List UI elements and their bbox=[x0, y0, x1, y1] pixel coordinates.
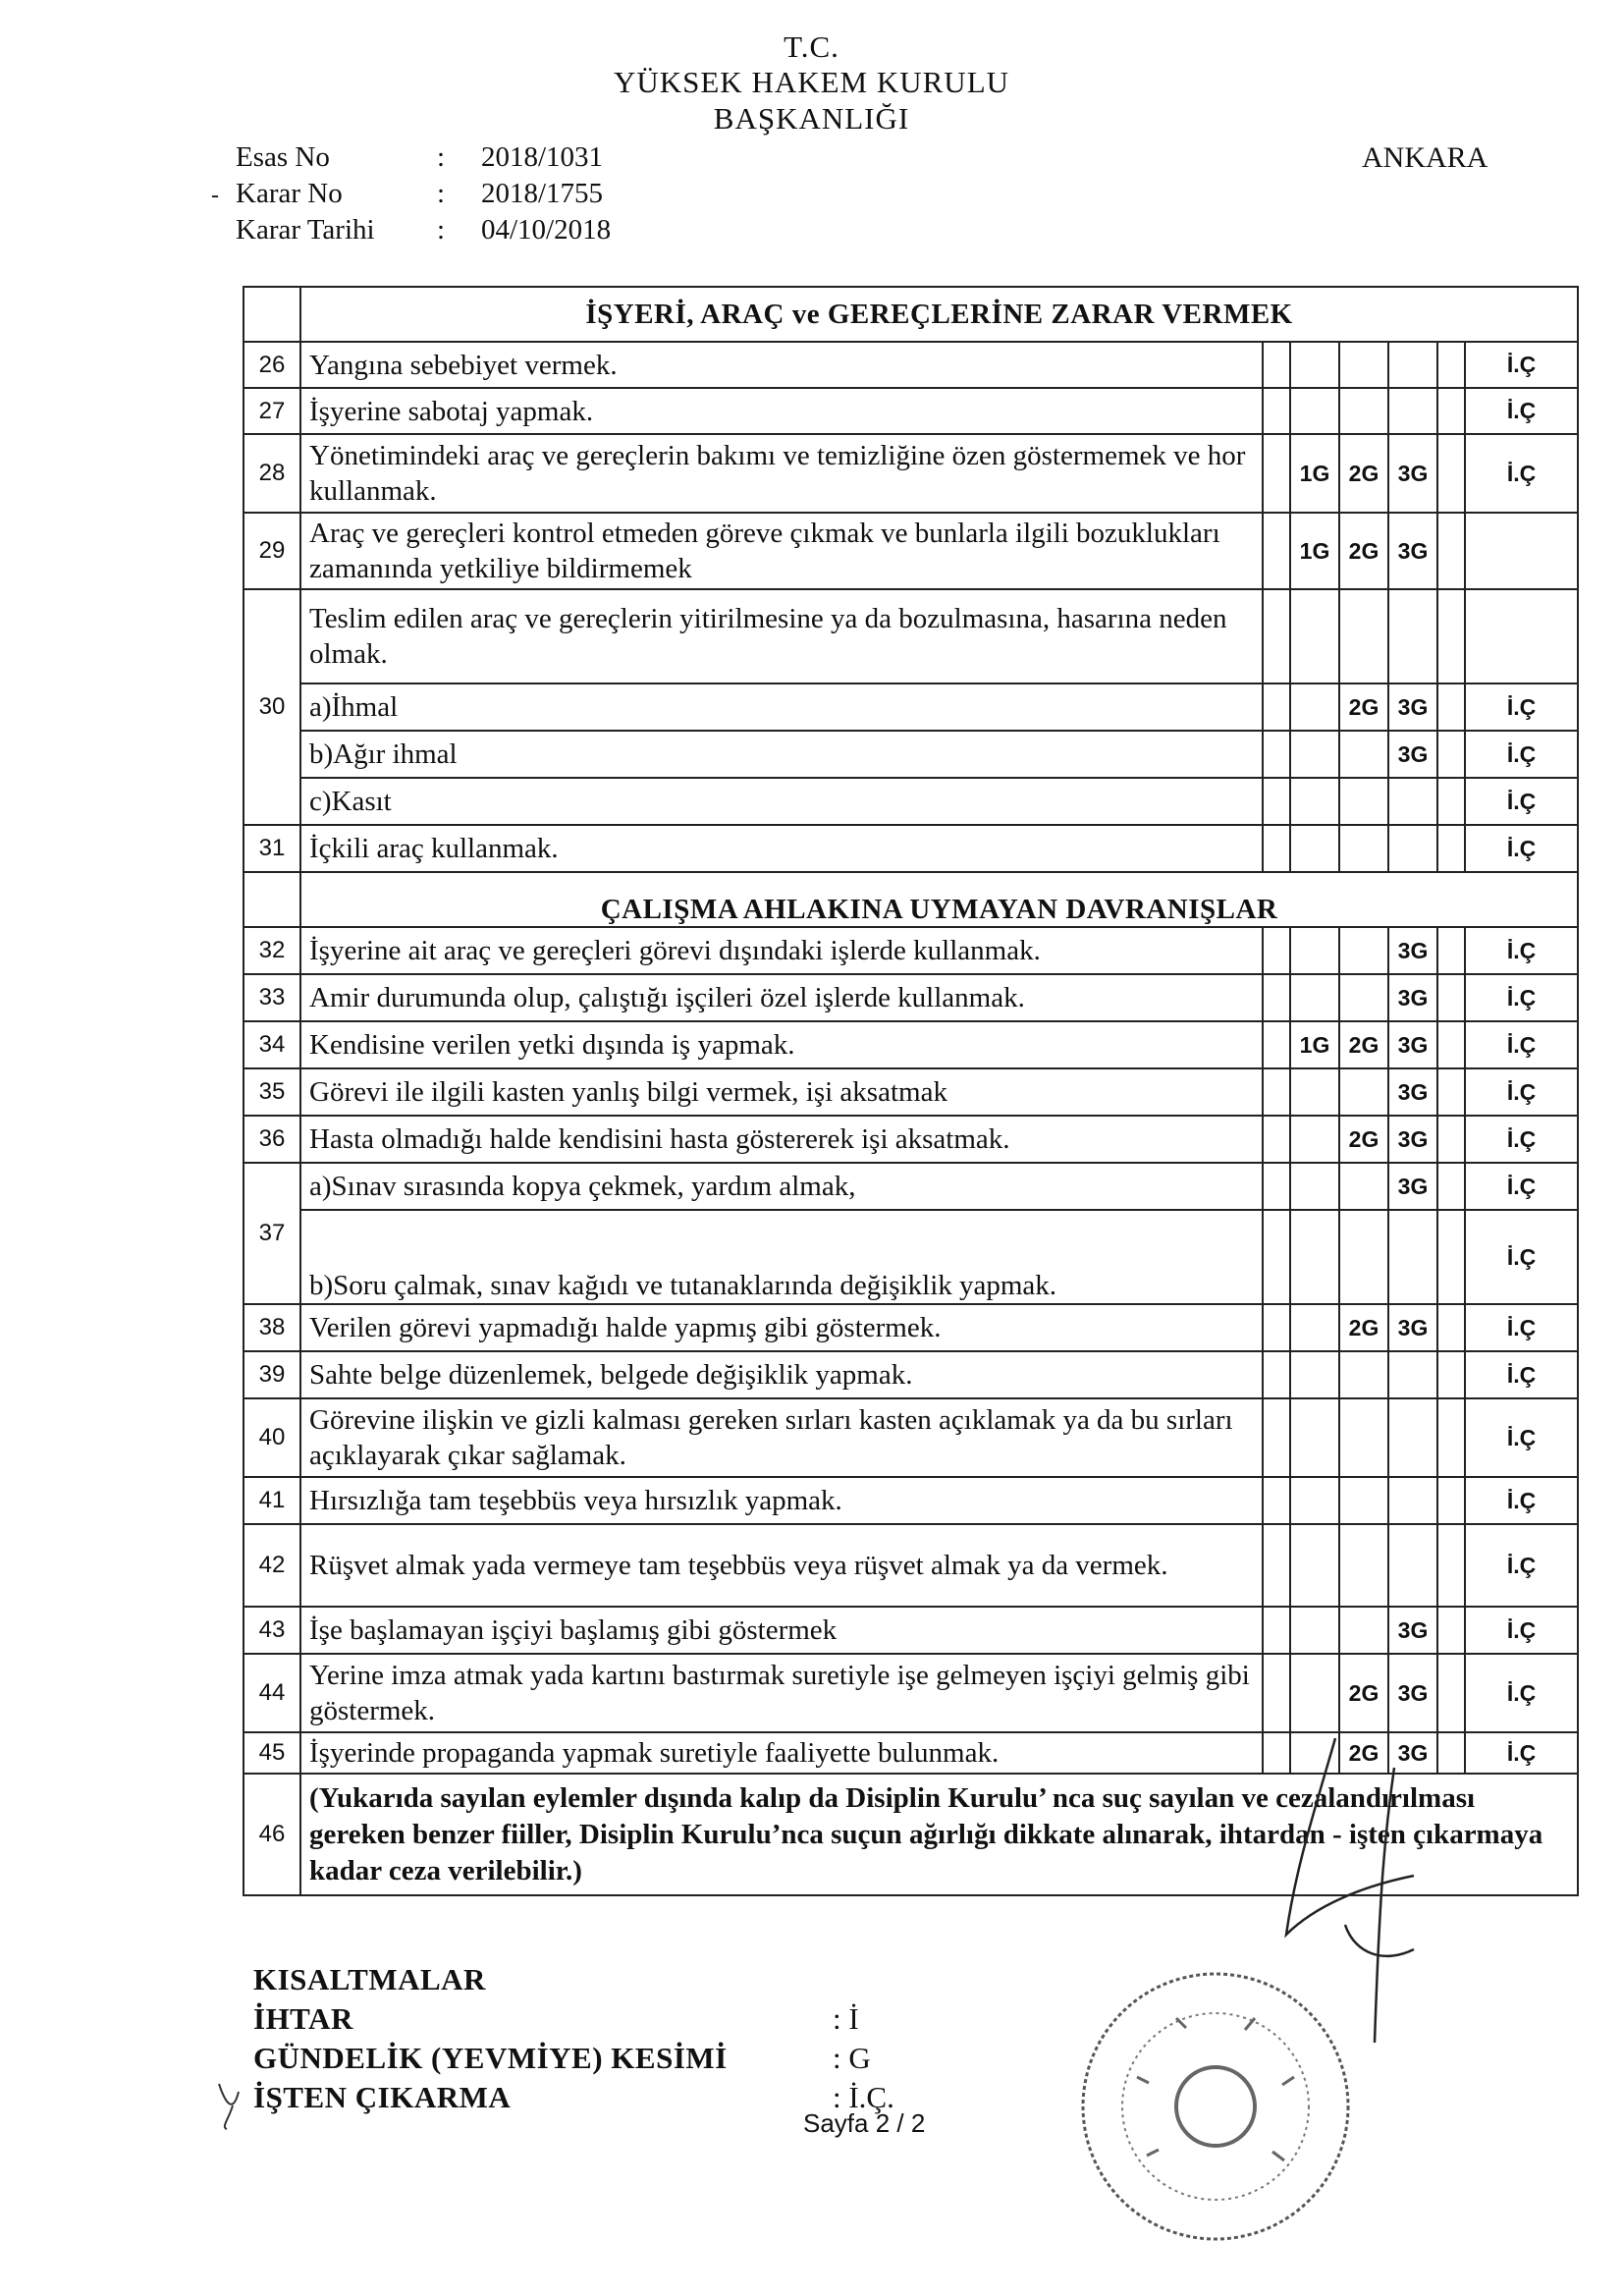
offense-table bbox=[243, 286, 1579, 1896]
table-row: 41 Hırsızlığa tam teşebbüs veya hırsızlık yapmak. İ.Ç bbox=[243, 1477, 1578, 1524]
table-row: a)İhmal 2G 3G İ.Ç bbox=[243, 683, 1578, 731]
meta-esas: Esas No : 2018/1031 bbox=[236, 141, 604, 173]
initials-mark bbox=[211, 2072, 260, 2131]
section-title-damage: İŞYERİ, ARAÇ ve GEREÇLERİNE ZARAR VERMEK bbox=[300, 287, 1578, 342]
table-row: 39 Sahte belge düzenlemek, belgede değişiklik yapmak. İ.Ç bbox=[243, 1351, 1578, 1398]
table-row: b)Soru çalmak, sınav kağıdı ve tutanaklarında değişiklik yapmak. İ.Ç bbox=[243, 1210, 1578, 1304]
legend-label-isten: İŞTEN ÇIKARMA bbox=[253, 2080, 512, 2114]
table-row: 42 Rüşvet almak yada vermeye tam teşebbüs veya rüşvet almak ya da vermek. İ.Ç bbox=[243, 1524, 1578, 1607]
legend-value-isten: : İ.Ç. bbox=[833, 2080, 894, 2114]
case-meta bbox=[236, 141, 727, 259]
legend-title: KISALTMALAR bbox=[253, 1962, 486, 1996]
meta-tarih: Karar Tarihi : 04/10/2018 bbox=[236, 214, 612, 246]
page-number: Sayfa 2 / 2 bbox=[803, 2108, 926, 2138]
meta-karar: Karar No : 2018/1755 bbox=[236, 178, 604, 209]
table-row: b)Ağır ihmal 3G İ.Ç bbox=[243, 731, 1578, 778]
table-row: 45 İşyerinde propaganda yapmak suretiyle faaliyette bulunmak. 2G 3G İ.Ç bbox=[243, 1732, 1578, 1774]
header-institution: YÜKSEK HAKEM KURULU bbox=[613, 65, 1010, 99]
section-title-ethics: ÇALIŞMA AHLAKINA UYMAYAN DAVRANIŞLAR bbox=[300, 872, 1578, 927]
table-row: 33 Amir durumunda olup, çalıştığı işçileri özel işlerde kullanmak. 3G İ.Ç bbox=[243, 974, 1578, 1021]
section-header-row bbox=[243, 872, 1578, 927]
table-row: 28 Yönetimindeki araç ve gereçlerin bakımı ve temizliğine özen göstermemek ve hor kullanmak. 1G 2G 3G İ.Ç bbox=[243, 434, 1578, 513]
table-row: c)Kasıt İ.Ç bbox=[243, 778, 1578, 825]
table-row: 27 İşyerine sabotaj yapmak. İ.Ç bbox=[243, 388, 1578, 434]
table-row: 43 İşe başlamayan işçiyi başlamış gibi göstermek 3G İ.Ç bbox=[243, 1607, 1578, 1654]
header-city: ANKARA bbox=[1362, 141, 1488, 174]
legend-label-ihtar: İHTAR bbox=[253, 2001, 353, 2036]
table-row: 31 İçkili araç kullanmak. İ.Ç bbox=[243, 825, 1578, 872]
table-row: 34 Kendisine verilen yetki dışında iş yapmak. 1G 2G 3G İ.Ç bbox=[243, 1021, 1578, 1068]
table-row: 44 Yerine imza atmak yada kartını bastırmak suretiyle işe gelmeyen işçiyi gelmiş gibi göstermek. 2G 3G İ.Ç bbox=[243, 1654, 1578, 1732]
table-row: 26 Yangına sebebiyet vermek. İ.Ç bbox=[243, 342, 1578, 388]
legend-label-gundelik: GÜNDELİK (YEVMİYE) KESİMİ bbox=[253, 2041, 728, 2075]
header-tc: T.C. bbox=[784, 29, 839, 64]
table-row: 32 İşyerine ait araç ve gereçleri görevi dışındaki işlerde kullanmak. 3G İ.Ç bbox=[243, 927, 1578, 974]
tick-mark: - bbox=[211, 183, 219, 208]
table-row: 36 Hasta olmadığı halde kendisini hasta göstererek işi aksatmak. 2G 3G İ.Ç bbox=[243, 1116, 1578, 1163]
legend-value-gundelik: : G bbox=[833, 2041, 871, 2075]
table-row: 38 Verilen görevi yapmadığı halde yapmış gibi göstermek. 2G 3G İ.Ç bbox=[243, 1304, 1578, 1351]
signature-scribble bbox=[1276, 1728, 1453, 2052]
table-row: 30 Teslim edilen araç ve gereçlerin yitirilmesine ya da bozulmasına, hasarına neden olmak. bbox=[243, 589, 1578, 683]
section-header-row bbox=[243, 287, 1578, 342]
header-presidency: BAŞKANLIĞI bbox=[713, 101, 910, 136]
table-row: 29 Araç ve gereçleri kontrol etmeden göreve çıkmak ve bunlarla ilgili bozuklukları zamanında yetkiliye bildirmemek 1G 2G 3G bbox=[243, 513, 1578, 589]
table-row-note: 46 (Yukarıda sayılan eylemler dışında kalıp da Disiplin Kurulu’ nca suç sayılan ve cezalandırılması gereken benzer fiiller, Disiplin Kurulu’nca suçun ağırlığı dikkate alınarak, ihtardan - işten çıkarmaya kadar ceza verilebilir.) bbox=[243, 1774, 1578, 1895]
table-row: 40 Görevine ilişkin ve gizli kalması gereken sırları kasten açıklamak ya da bu sırları açıklayarak çıkar sağlamak. İ.Ç bbox=[243, 1398, 1578, 1477]
legend-value-ihtar: : İ bbox=[833, 2001, 859, 2036]
table-row: 37 a)Sınav sırasında kopya çekmek, yardım almak, 3G İ.Ç bbox=[243, 1163, 1578, 1210]
table-row: 35 Görevi ile ilgili kasten yanlış bilgi vermek, işi aksatmak 3G İ.Ç bbox=[243, 1068, 1578, 1116]
